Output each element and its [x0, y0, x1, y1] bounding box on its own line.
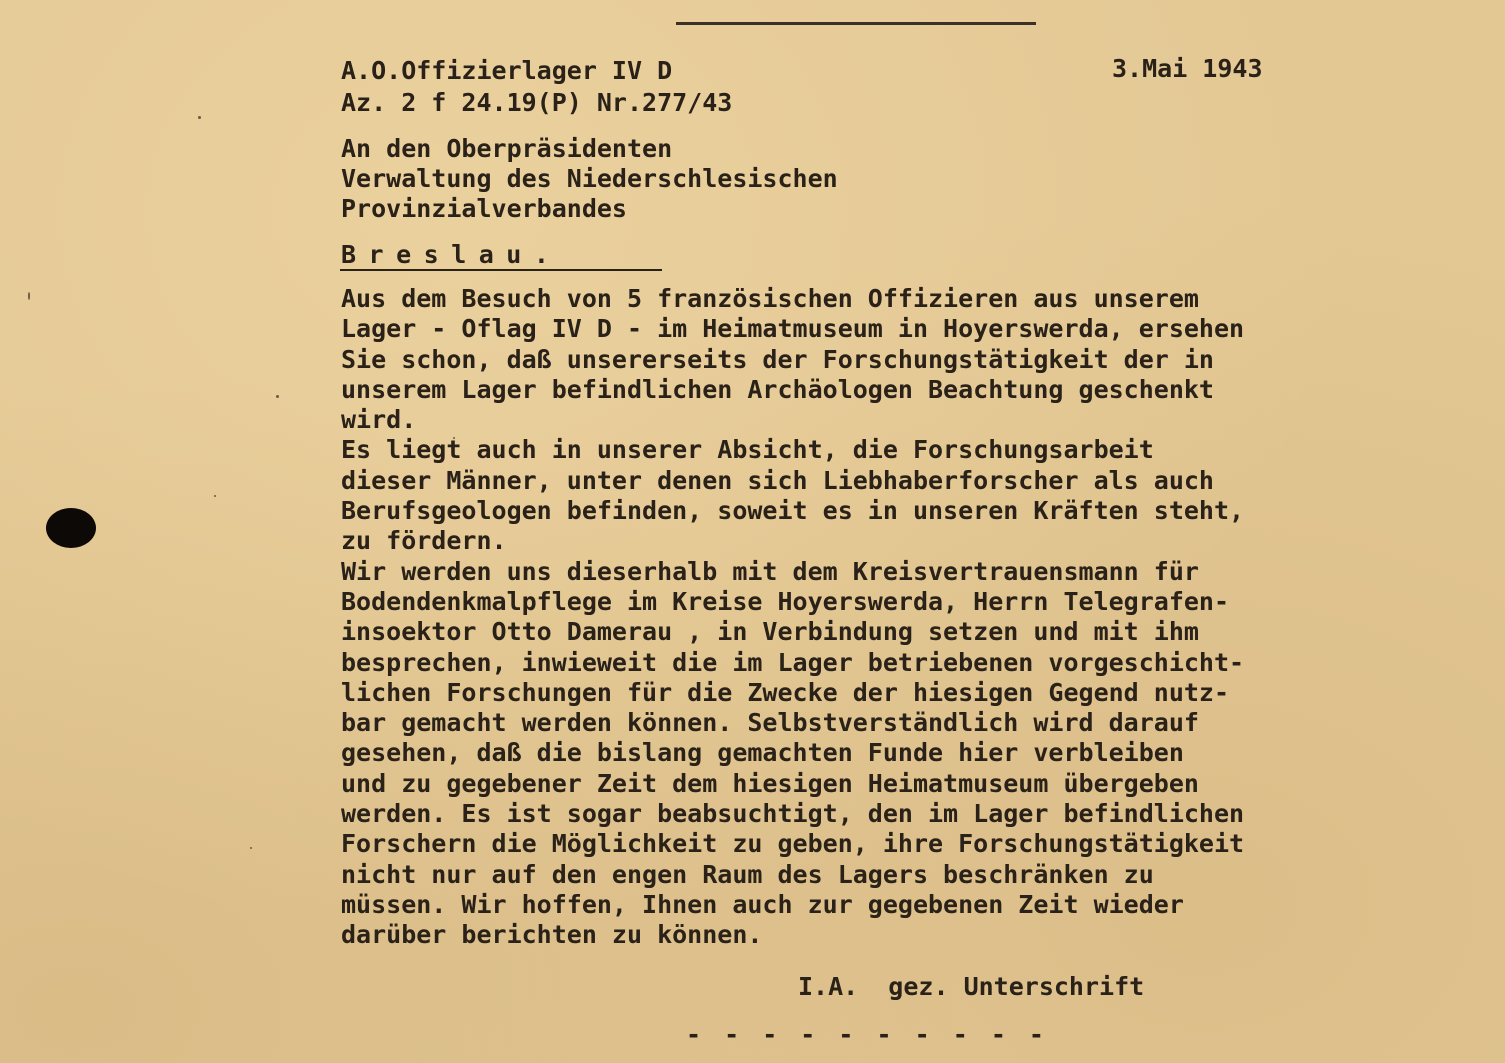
recipient-line-2: Verwaltung des Niederschlesischen — [341, 164, 838, 193]
body-line: bar gemacht werden können. Selbstverständlich wird darauf — [341, 708, 1199, 738]
body-line: wird. — [341, 405, 417, 435]
body-line: Aus dem Besuch von 5 französischen Offizieren aus unserem — [341, 284, 1199, 313]
body-line: dieser Männer, unter denen sich Liebhaberforscher als auch — [341, 465, 1214, 495]
paper-speck — [276, 395, 279, 398]
sender-line-1: A.O.Offizierlager IV D — [341, 56, 673, 85]
body-line: Forschern die Möglichkeit zu geben, ihre Forschungstätigkeit — [341, 829, 1245, 859]
paper-speck — [198, 116, 201, 119]
letter-date: 3.Mai 1943 — [1112, 54, 1263, 83]
body-line: Bodendenkmalpflege im Kreise Hoyerswerda, Herrn Telegrafen- — [341, 586, 1230, 616]
city-underline — [340, 269, 662, 271]
body-line: Berufsgeologen befinden, soweit es in unseren Kräften steht, — [341, 496, 1245, 526]
paper-speck — [250, 847, 252, 849]
body-line: unserem Lager befindlichen Archäologen Beachtung geschenkt — [341, 374, 1214, 404]
body-line: darüber berichten zu können. — [341, 920, 763, 950]
body-line: Sie schon, daß unsererseits der Forschungstätigkeit der in — [341, 344, 1214, 374]
paper-speck — [28, 292, 30, 300]
recipient-line-3: Provinzialverbandes — [341, 194, 627, 223]
body-line: gesehen, daß die bislang gemachten Funde hier verbleiben — [341, 738, 1184, 768]
body-line: lichen Forschungen für die Zwecke der hiesigen Gegend nutz- — [341, 677, 1230, 707]
punch-hole — [46, 508, 96, 548]
body-line: Es liegt auch in unserer Absicht, die Forschungsarbeit — [341, 435, 1154, 465]
letter-body — [341, 284, 1481, 951]
dash-line: - - - - - - - - - - — [686, 1020, 1048, 1049]
body-line: und zu gegebener Zeit dem hiesigen Heimatmuseum übergeben — [341, 768, 1199, 798]
top-rule-line — [676, 22, 1036, 25]
signature-line: I.A. gez. Unterschrift — [798, 972, 1145, 1001]
body-line: Wir werden uns dieserhalb mit dem Kreisvertrauensmann für — [341, 556, 1199, 586]
sender-line-2: Az. 2 f 24.19(P) Nr.277/43 — [341, 88, 733, 117]
body-line: werden. Es ist sogar beabsuchtigt, den im Lager befindlichen — [341, 799, 1245, 829]
body-line: müssen. Wir hoffen, Ihnen auch zur gegebenen Zeit wieder — [341, 889, 1184, 919]
body-line: insoektor Otto Damerau , in Verbindung setzen und mit ihm — [341, 617, 1199, 647]
recipient-line-1: An den Oberpräsidenten — [341, 134, 673, 163]
body-line: zu fördern. — [341, 526, 507, 556]
body-line: besprechen, inwieweit die im Lager betriebenen vorgeschicht- — [341, 647, 1245, 677]
paper-speck — [214, 495, 216, 497]
recipient-city: Breslau. — [341, 240, 562, 269]
body-line: nicht nur auf den engen Raum des Lagers beschränken zu — [341, 859, 1154, 889]
body-line: Lager - Oflag IV D - im Heimatmuseum in Hoyerswerda, ersehen — [341, 314, 1245, 344]
